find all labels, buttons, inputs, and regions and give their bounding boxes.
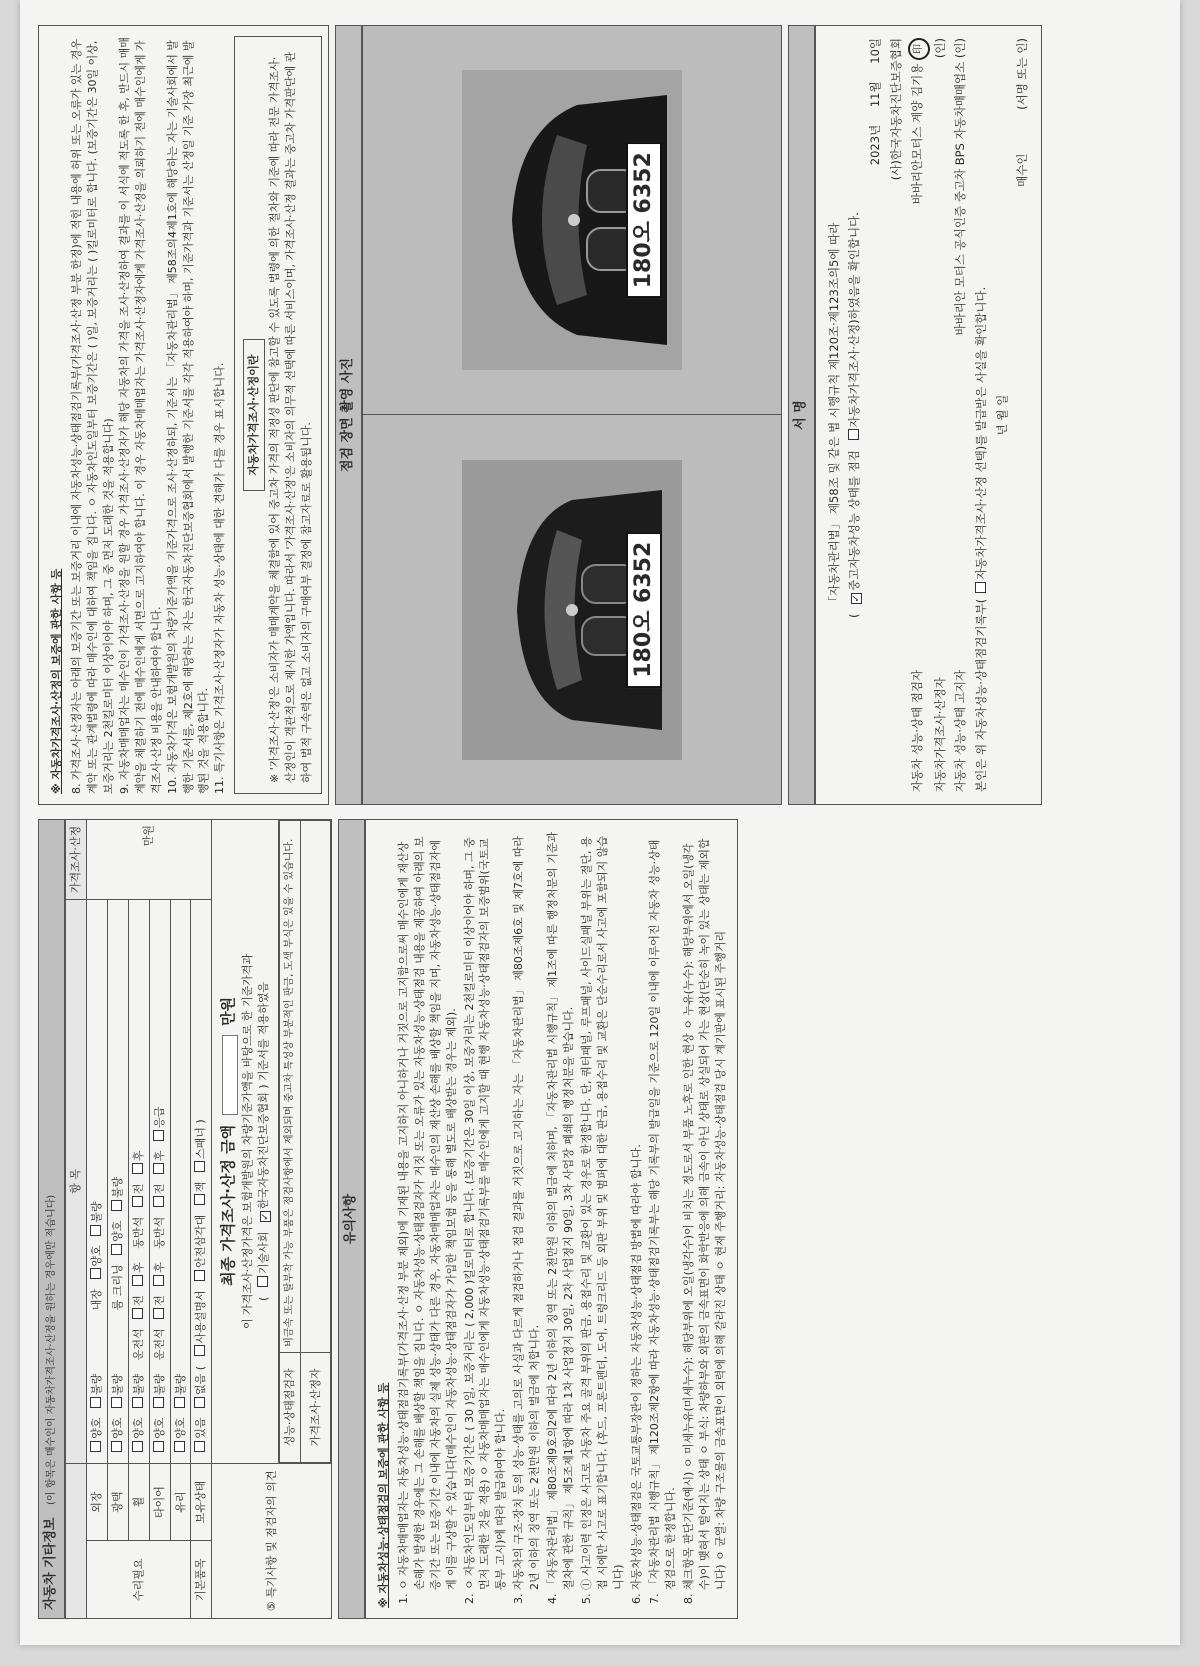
price-definition-title: 자동차가격조사·산정이란 bbox=[243, 339, 265, 490]
signature-bar: 서 명 bbox=[788, 25, 815, 805]
other-info-title: 자동차 기타정보 bbox=[43, 1517, 58, 1610]
group-basic: 기본품목 bbox=[191, 1541, 212, 1619]
photo-bar: 점검 장면 촬영 사진 bbox=[335, 25, 362, 805]
inspector-opinion: 비금속 또는 탈부착 가능 부품은 점검사항에서 제외되며 중고차 특성상 부분적인 판금, 도색 부식은 있을 수 있습니다. bbox=[280, 821, 301, 1353]
checkbox[interactable] bbox=[111, 1441, 122, 1452]
left-column bbox=[38, 819, 1162, 1619]
guarantee-item: 8. 가격조사·산정자는 아래의 보증기간 또는 보증거리 이내에 자동차성능·상태점검기록부(가격조사·산정 부분 한정)에 적힌 내용에 허위 또는 오류가 있는 경우 계약 또는 관계법령에 따라 매수인에 대하여 책임을 집니다. ㅇ 자동차인도일부터 보증기간은 ( )일, 보증거리는 ( )킬로미터로 합니다. (보증기간은 30일 이상, 보증거리는 2천킬로미터 이상이어야 하며, 그 중 먼저 도래한 것을 적용합니다) bbox=[69, 39, 115, 794]
other-info-header bbox=[38, 819, 65, 1619]
price-inspector-label: 가격조사·산정자 bbox=[300, 1352, 330, 1462]
price-guarantee-heading: ※ 자동차가격조사·산정의 보증에 관한 사항 등 bbox=[50, 568, 63, 794]
checkbox[interactable] bbox=[111, 1244, 122, 1255]
checkbox[interactable] bbox=[90, 1397, 101, 1408]
checkbox[interactable] bbox=[848, 430, 859, 441]
signature-date: 2023년 11월 10일 bbox=[868, 38, 883, 166]
signer-row: 자동차 성능·상태 점검자 바바리안모터스 계양 김기용 印 bbox=[907, 38, 930, 792]
row-label: 외장 bbox=[86, 1463, 107, 1541]
checkbox[interactable] bbox=[153, 1441, 164, 1452]
checkbox[interactable] bbox=[132, 1163, 143, 1174]
row-label: 휠 bbox=[128, 1463, 149, 1541]
checkbox[interactable] bbox=[194, 1441, 205, 1452]
col-item: 항 목 bbox=[65, 900, 86, 1464]
checkbox[interactable] bbox=[194, 1397, 205, 1408]
row-label: 광택 bbox=[107, 1463, 128, 1541]
checkbox[interactable] bbox=[194, 1161, 205, 1172]
checkbox[interactable] bbox=[90, 1225, 101, 1236]
notice-item: 2. ㅇ 자동차인도일부터 보증기간은 ( 30 )일, 보증거리는 ( 2,000 )킬로미터로 합니다. (보증기간은 30일 이상, 보증거리는 2천킬로미터 이상이어야 하며, 그 중 먼저 도래한 것을 적용) ㅇ 자동차매매업자는 매수인에게 자동차성능·상태점검기록부를 매수인에게 고지할 때 현행 자동차성능·상태점검자의 보증범위(국토교통부 고시)에 따라 발급하여야 합니다. bbox=[462, 830, 510, 1590]
checkbox[interactable] bbox=[153, 1130, 164, 1141]
inspector-label: 성능·상태점검자 bbox=[280, 1352, 301, 1462]
price-guarantee-section bbox=[38, 25, 329, 805]
checkbox[interactable] bbox=[153, 1196, 164, 1207]
signer-name: 바바리안 모터스 공식인증 중고차 BPS 자동차매매업소 (인) bbox=[953, 38, 968, 336]
signature-org: (사)한국자동차진단보증협회 bbox=[888, 38, 903, 181]
checkbox[interactable] bbox=[194, 1270, 205, 1281]
checkbox[interactable] bbox=[257, 1276, 268, 1287]
row-label: 타이어 bbox=[149, 1463, 170, 1541]
row-label: 유리 bbox=[170, 1463, 191, 1541]
signature-section bbox=[815, 25, 1042, 805]
checkbox[interactable] bbox=[90, 1269, 101, 1280]
checkbox[interactable] bbox=[111, 1200, 122, 1211]
checkbox[interactable] bbox=[174, 1441, 185, 1452]
signer-row: 자동차가격조사·산정자 (인) bbox=[932, 38, 947, 792]
inspection-photos bbox=[362, 25, 782, 805]
checkbox[interactable] bbox=[194, 1345, 205, 1356]
notice-item: 6. 자동차성능·상태점검은 국토교통부장관이 정하는 자동차성능·상태점검 방법에 따라야 합니다. bbox=[629, 830, 645, 1590]
right-column bbox=[38, 25, 1162, 805]
notice-item: 8. 체크항목 판단기준(예시) ㅇ 미세누유(미세누수): 해당부위에 오일(냉각수)이 비치는 정도로서 부품 노후로 인한 현상 ㅇ 누유(누수): 해당부위에서 오일(냉각수)이 맺혀서 떨어지는 상태 ㅇ 부식: 차량하부와 외판의 금속표면이 화학반응에 의해 금속이 아닌 상태로 상실되어 가는 현상(단순히 녹이 있는 상태는 제외합니다) ㅇ 균열: 차량 구조물의 금속표면이 외력에 의해 갈라진 상태 ㅇ 현재 주행거리: 자동차성능·상태점검 당시 계기판에 표시된 주행거리 bbox=[681, 830, 729, 1590]
checkbox[interactable] bbox=[153, 1308, 164, 1319]
price-definition-box bbox=[234, 36, 322, 794]
checkbox[interactable] bbox=[174, 1397, 185, 1408]
row-options: 있음 없음 ( 사용설명서 안전삼각대 잭 스패너 ) bbox=[191, 900, 212, 1464]
notice-item: 5. ⓛ 사고이력 인정은 사고로 자동차 주요 골격 부위의 판금, 용접수리 및 교환이 있는 경우로 한정합니다. 단, 쿼터패널, 루프패널, 사이드실패널 부위는 절단, 용접 시에만 사고로 표기합니다. (후드, 프론트펜더, 도어, 트렁크리드 등 외판 부위 및 범퍼에 대한 판금, 용접수리 및 교환은 단순수리로서 사고에 포함되지 않습니다) bbox=[579, 830, 627, 1590]
signature-law: 「자동차관리법」 제58조 및 같은 법 시행규칙 제120조·제123조의5에 따라 bbox=[826, 222, 841, 608]
checkbox[interactable] bbox=[132, 1397, 143, 1408]
checkbox[interactable] bbox=[132, 1308, 143, 1319]
special-label: ⑤ 특기사항 및 점검자의 의견 bbox=[212, 1463, 332, 1618]
notice-section bbox=[365, 819, 738, 1619]
car-front-photo-1 bbox=[363, 415, 781, 805]
license-plate: 180오 6352 bbox=[626, 142, 662, 298]
guarantee-item: 9. 자동차매매업자는 매수인이 가격조사·산정을 원할 경우 가격조사·산정자가 해당 자동차의 가격을 조사·산정하여 결과를 이 서식에 적도록 한 후, 반드시 매매계약을 체결하기 전에 매수인에게 서면으로 고지하여야 합니다. 이 경우 자동차매매업자는 가격조사·산정자에게 가격조사·산정을 의뢰하기 전에 매수인에게 가격조사·산정 비용을 안내하여야 합니다. bbox=[117, 37, 163, 794]
group-repair: 수리필요 bbox=[86, 1541, 191, 1619]
notice-item: 4. 「자동차관리법」 제80조제9호의2에 따라 2년 이하의 징역 또는 2천만원 이하의 벌금에 처하며, 「자동차관리법 시행규칙」 제1조에 따른 행정처분의 기준과 절차에 관한 규칙」 제5조제1항에 따라 1차 사업정지 30일, 2차 사업정지 90일, 3차 사업장 폐쇄의 행정처분을 받습니다. bbox=[545, 830, 577, 1590]
checkbox[interactable] bbox=[132, 1441, 143, 1452]
final-price-input[interactable] bbox=[222, 1035, 238, 1115]
checkbox[interactable] bbox=[132, 1196, 143, 1207]
receipt-line: 본인은 위 자동차성능·상태점검기록부(자동차가격조사·산정 선택)를 발급받은 사실을 확인합니다. bbox=[973, 286, 988, 792]
checkbox[interactable] bbox=[111, 1397, 122, 1408]
notice-item: 1. ㅇ 자동차매매업자는 자동차성능·상태점검기록부(가격조사·산정 부분 제외)에 기재된 내용을 고지하지 아니하거나 거짓으로 고지함으로써 매수인에게 재산상 손해가 발생한 경우에는 그 손해를 배상할 책임을 집니다. ㅇ 자동차성능·상태점검자가 거짓 또는 오류가 있는 자동차성능·상태점검 내용을 제공하여 아래의 보증기간 또는 보증기간 이내에 자동차의 실제 성능·상태가 다른 경우, 자동차매매업자는 매수인의 재산상 손해를 배상할 책임을 지며, 자동차성능·상태점검자에게 이를 구상할 수 있습니다(매수인이 자동차성능·상태점검자가 가입한 책임보험 등을 통해 별도로 배상받는 경우는 제외). bbox=[396, 830, 460, 1590]
price-standard: ( 기술사회 ✓한국자동차진단보증협회 ) 기준서를 적용하였음 bbox=[256, 826, 272, 1457]
col-price: 가격조사·산정 bbox=[65, 820, 86, 900]
row-label: 보유상태 bbox=[191, 1463, 212, 1541]
inspector-opinions bbox=[279, 820, 332, 1464]
signer-row: 자동차 성능·상태 고지자 바바리안 모터스 공식인증 중고차 BPS 자동차매매업소 (인) bbox=[950, 38, 971, 792]
signature-scope: ( ✓중고자동차성능 상태를 점검 자동차가격조사·산정)하였음을 확인합니다. bbox=[844, 38, 865, 792]
other-info-table bbox=[65, 819, 332, 1619]
car-front-photo-2 bbox=[363, 26, 781, 415]
checkbox-checked[interactable] bbox=[260, 1211, 271, 1222]
guarantee-item: 10. 자동차가격은 보험개발원의 차량기준가액을 기준가격으로 조사·산정하되, 기준서는 「자동차관리법」 제58조의4제1호에 해당하는 자는 기술사회에서 발행한 기준서를, 제2호에 해당하는 자는 한국자동차진단보증협회에서 발행한 기준서를 각각 적용하여야 하며, 기준가격과 기준서는 산정일 기준 가장 최근에 발행된 것을 적용합니다. bbox=[165, 40, 211, 794]
other-info-note: (이 항목은 매수인이 자동차가격조사·산정을 원하는 경우에만 적습니다) bbox=[46, 1194, 57, 1506]
checkbox-checked[interactable] bbox=[851, 593, 862, 604]
notice-list bbox=[396, 830, 729, 1608]
seal-icon: 印 bbox=[908, 38, 930, 60]
notice-bar: 유의사항 bbox=[338, 819, 365, 1619]
notice-item: 7. 「자동차관리법 시행규칙」 제120조제2항에 따라 자동차성능·상태점검기록부는 해당 기록부의 발급일을 기준으로 120일 이내에 이루어진 자동차 성능·상태점검으로 한정합니다. bbox=[647, 830, 679, 1590]
row-options: 양호 불량 운전석 전 후 동반석 전 후 응급 bbox=[149, 900, 170, 1464]
price-note: 이 가격조사·산정가격은 보험개발원의 차량기준가액을 바탕으로 한 기준가격과 bbox=[241, 953, 255, 1329]
row-options: 양호 불량 룸 크리닝 양호 불량 bbox=[107, 900, 128, 1464]
notice-heading: ※ 자동차성능·상태점검의 보증에 관한 사항 등 bbox=[376, 1382, 390, 1608]
checkbox[interactable] bbox=[153, 1163, 164, 1174]
checkbox[interactable] bbox=[132, 1275, 143, 1286]
checkbox[interactable] bbox=[153, 1275, 164, 1286]
price-unit: 만원 bbox=[86, 820, 212, 900]
final-price-cell: 최종 가격조사·산정 금액 만원 이 가격조사·산정가격은 보험개발원의 차량기준가액을 바탕으로 한 기준가격과 ( 기술사회 ✓한국자동차진단보증협회 ) 기준서를 적용하였음 bbox=[212, 820, 279, 1464]
guarantee-item: 11. 특기사항은 가격조사·산정자가 자동차 성능·상태에 대한 견해가 다를 경우 표시합니다. bbox=[213, 362, 227, 794]
buyer-sign: 매수인 (서명 또는 인) bbox=[1015, 38, 1030, 187]
checkbox[interactable] bbox=[975, 582, 986, 593]
price-inspector-opinion bbox=[300, 821, 330, 1353]
row-options: 양호 불량 운전석 전 후 동반석 전 후 bbox=[128, 900, 149, 1464]
row-options: 양호 불량 내장 양호 불량 bbox=[86, 900, 107, 1464]
checkbox[interactable] bbox=[90, 1441, 101, 1452]
document-page bbox=[20, 0, 1180, 1645]
row-options: 양호 불량 bbox=[170, 900, 191, 1464]
price-definition-body: ※ '가격조사·산정'은 소비자가 매매계약을 체결함에 있어 중고차 가격의 적정성 판단에 참고할 수 있도록 법령에 의한 절차와 기준에 따라 전문 가격조사·산정인이 객관적으로 제시한 가액입니다. 따라서 '가격조사·산정'은 소비자의 의무적 선택에 따른 서비스이며, 가격조사·산정 결과는 중고차 가격판단에 관하여 법적 구속력은 없고 소비자의 구매여부 결정에 참고자료로 활용됩니다. bbox=[268, 51, 314, 783]
checkbox[interactable] bbox=[194, 1194, 205, 1205]
checkbox[interactable] bbox=[153, 1397, 164, 1408]
final-price-label: 최종 가격조사·산정 금액 bbox=[219, 1124, 238, 1286]
receipt-date: 년 월 일 bbox=[994, 394, 1009, 436]
license-plate: 180오 6352 bbox=[626, 532, 662, 688]
signer-name: 바바리안모터스 계양 김기용 印 bbox=[907, 38, 930, 204]
notice-item: 3. 자동차의 구조·장치 등의 성능·상태를 고의로 사실과 다르게 점검하거나 점검 결과를 거짓으로 고지하는 자는 「자동차관리법」 제80조제6호 및 제7호에 따라 2년 이하의 징역 또는 2천만원 이하의 벌금에 처합니다. bbox=[511, 830, 543, 1590]
